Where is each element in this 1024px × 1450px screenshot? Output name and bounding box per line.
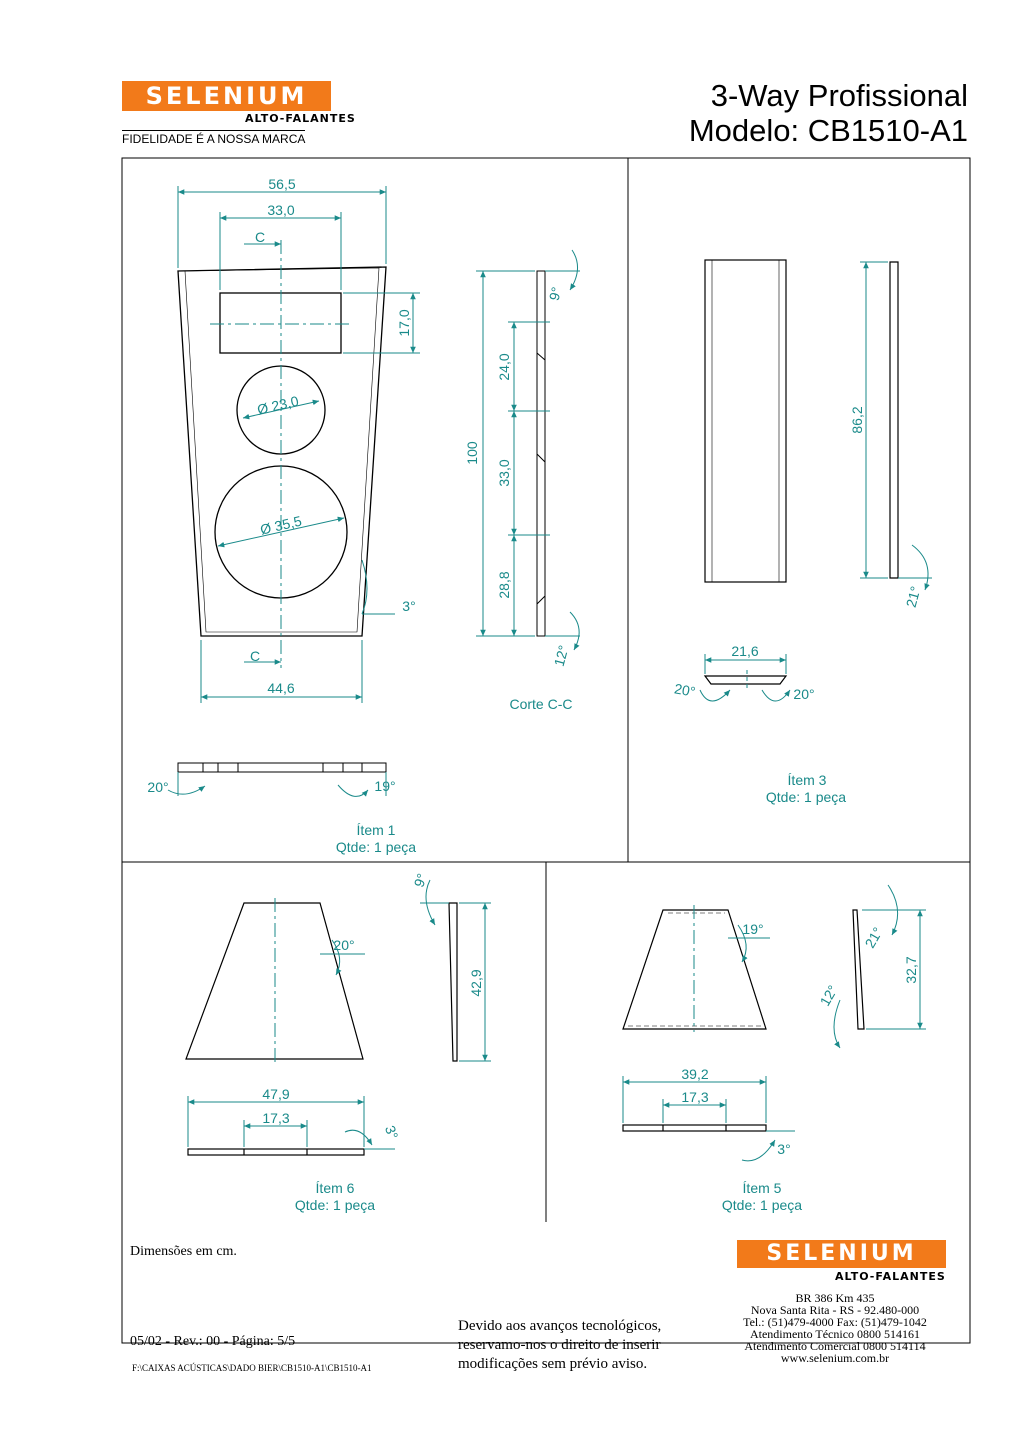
notice-line1: Devido aos avanços tecnológicos, [458,1318,662,1334]
item6-panel [186,903,457,1155]
item6-dimensions [188,880,491,1149]
contact-block [720,1292,950,1364]
item1-edge-view [178,763,386,772]
item6-width-total: 47,9 [262,1086,290,1102]
address-line2: Nova Santa Rita - RS - 92.480-000 [750,1303,920,1317]
item5-panel [623,910,864,1131]
item6-width-inner: 17,3 [262,1110,290,1126]
item1-width-bottom: 44,6 [267,680,295,696]
item3-panel [705,260,898,684]
section-mark-bottom: C [249,648,261,664]
item5-angle-edge: 3° [777,1141,791,1157]
address-line1: BR 386 Km 435 [795,1291,875,1305]
support-line: Atendimento Técnico 0800 514161 [749,1327,921,1341]
section-seg-top: 24,0 [496,353,512,381]
item1-edge-left-angle: 20° [147,779,169,795]
item5-angle-bottom: 12° [816,982,841,1009]
item1-front-panel [178,267,386,636]
item1-edge-angles [168,772,386,796]
footer-brand-logo [737,1240,946,1268]
item3-height: 86,2 [849,406,865,434]
section-mark-top: C [254,229,266,245]
file-path: F:\CAIXAS ACÚSTICAS\DADO BIER\CB1510-A1\CB1510-A1 [132,1363,372,1373]
item1-qty: Qtde: 1 peça [335,839,417,855]
title-line2: Modelo: CB1510-A1 [688,113,968,148]
section-cc-label: Corte C-C [509,696,573,712]
section-angle-top: 9° [545,285,565,303]
item1-panel-width: 33,0 [267,202,295,218]
sales-line: Atendimento Comercial 0800 514114 [744,1339,926,1353]
item3-width: 21,6 [731,643,759,659]
footer-brand-subtitle: ALTO-FALANTES [835,1270,946,1283]
item5-label: Ítem 5 [742,1180,782,1196]
item5-qty: Qtde: 1 peça [721,1197,803,1213]
item5-angle-side: 19° [742,921,764,937]
item1-label: Ítem 1 [356,822,396,838]
item6-height: 42,9 [468,969,484,997]
section-angle-bottom: 12° [550,643,572,669]
item3-qty: Qtde: 1 peça [765,789,847,805]
item1-width-top: 56,5 [268,176,296,192]
item1-side-angle: 3° [402,598,416,614]
notice-line2: reservamo-nos o direito de inserir [458,1337,661,1353]
section-total-height: 100 [464,441,480,465]
footer-brand-name: SELENIUM [766,1241,917,1266]
item1-hole-large: Ø 35,5 [258,512,304,538]
item6-angle-side: 20° [333,937,355,953]
item5-dimensions [623,885,926,1161]
revision-info: 05/02 - Rev.: 00 - Página: 5/5 [130,1334,296,1349]
phone-line: Tel.: (51)479-4000 Fax: (51)479-1042 [743,1315,927,1329]
website-link[interactable]: www.selenium.com.br [780,1351,890,1365]
section-seg-bottom: 28,8 [496,571,512,599]
item5-angle-top: 21° [861,924,886,951]
item6-angle-top: 9° [410,871,431,890]
item1-rect-height: 17,0 [396,309,412,337]
section-cc-dimensions [476,250,580,650]
item1-edge-right-angle: 19° [374,778,396,794]
sheet-frame [122,158,970,1343]
item3-dimensions [700,262,932,701]
brand-name: SELENIUM [145,82,308,110]
item3-angle-side: 21° [902,584,924,610]
brand-subtitle: ALTO-FALANTES [245,112,356,125]
item5-width-inner: 17,3 [681,1089,709,1105]
item3-label: Ítem 3 [787,772,827,788]
units-note: Dimensões em cm. [130,1244,237,1259]
brand-slogan: FIDELIDADE É A NOSSA MARCA [122,132,306,146]
title-line1: 3-Way Profissional [710,78,968,113]
item5-height: 32,7 [903,956,919,984]
item6-label: Ítem 6 [315,1180,355,1196]
item1-dimensions [178,186,420,703]
item1-hole-small: Ø 23,0 [255,392,301,418]
item3-angle-right: 20° [793,686,815,702]
item6-qty: Qtde: 1 peça [294,1197,376,1213]
section-cc-profile [537,271,545,636]
item5-width-total: 39,2 [681,1066,709,1082]
item3-angle-left: 20° [673,680,697,700]
item6-angle-edge: 3° [381,1123,402,1142]
notice-line3: modificações sem prévio aviso. [458,1356,648,1372]
section-seg-mid: 33,0 [496,459,512,487]
